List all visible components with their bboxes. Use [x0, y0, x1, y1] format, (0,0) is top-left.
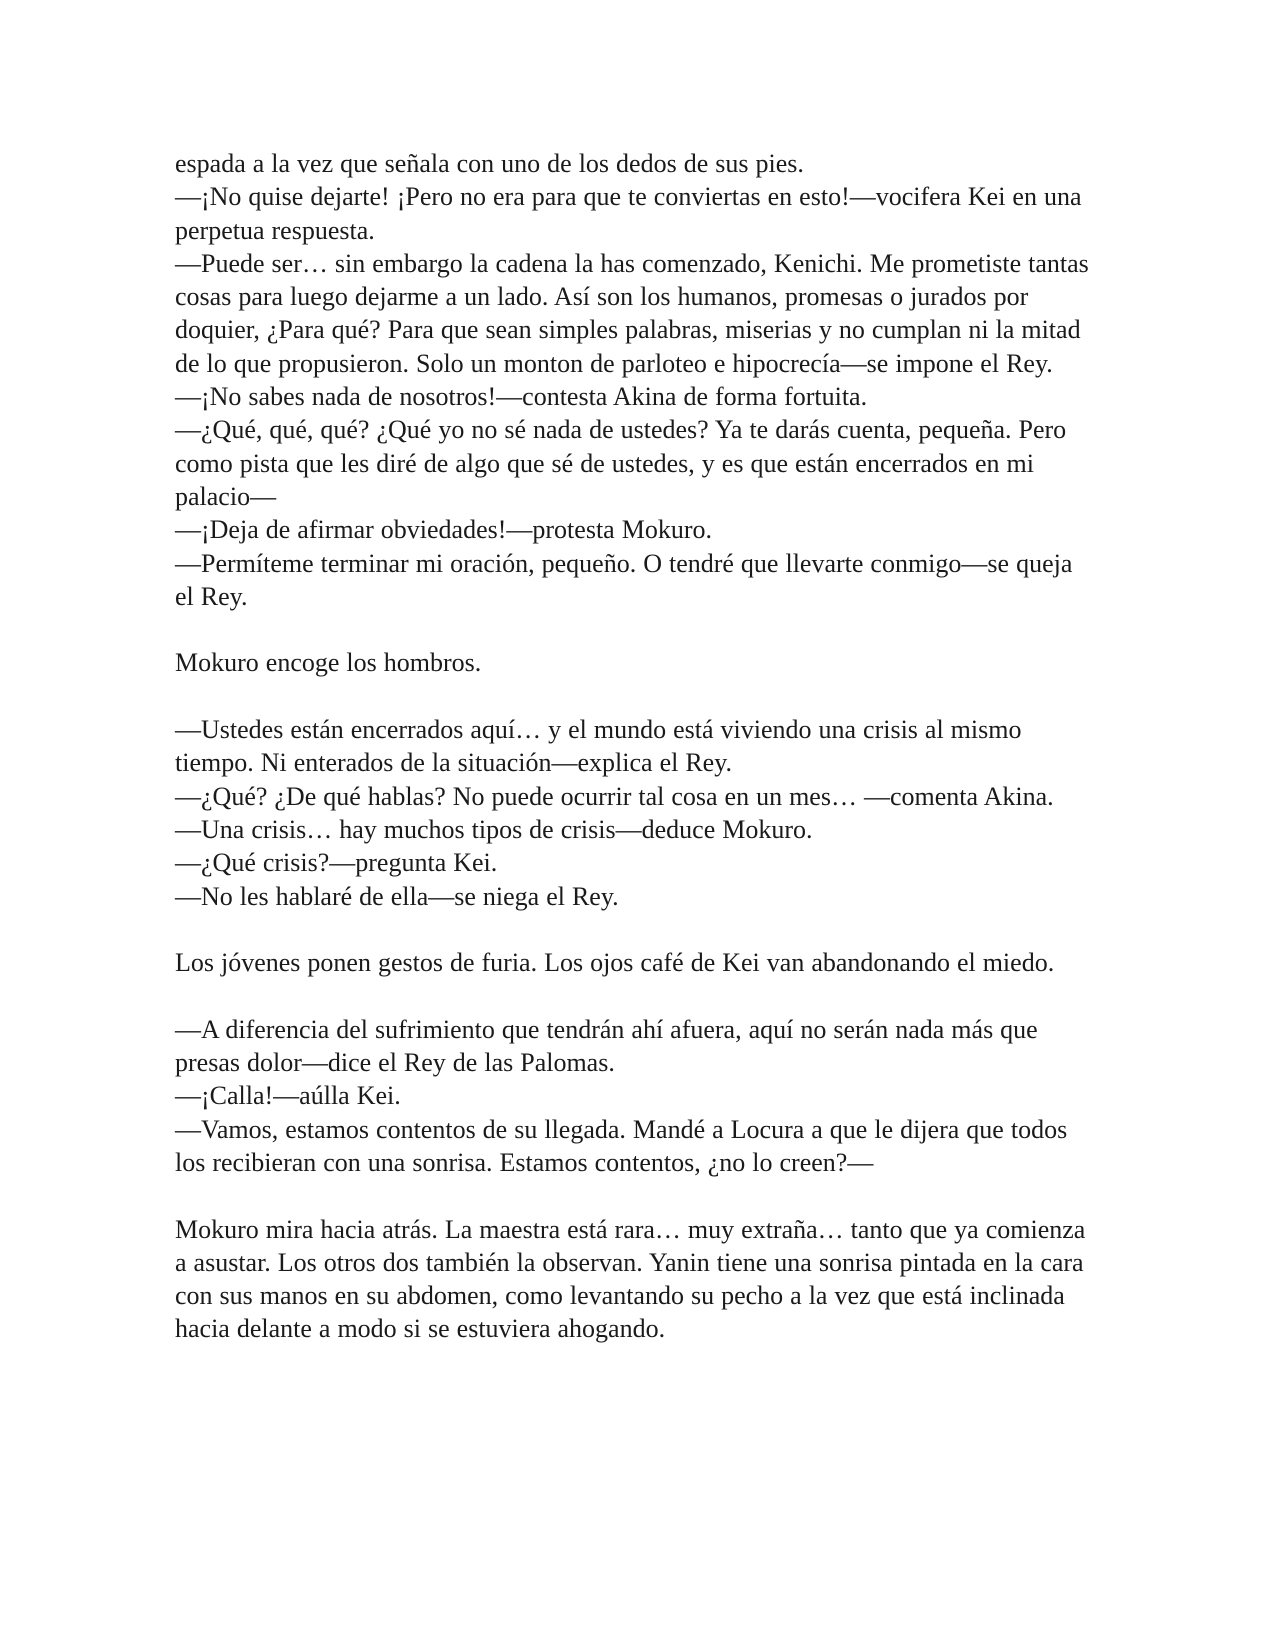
paragraph-10: —¿Qué? ¿De qué hablas? No puede ocurrir tal cosa en un mes… —comenta Akina.	[175, 781, 1054, 811]
paragraph-3: —Puede ser… sin embargo la cadena la has comenzado, Kenichi. Me prometiste tantas cosas para luego dejarme a un lado. Así son los humanos, promesas o jurados por doquier, ¿Para qué? Para que sean simples palabras, miserias y no cumplan ni la mitad de lo que propusieron. Solo un monton de parloteo e hipocrecía—se impone el Rey.	[175, 248, 1089, 378]
paragraph-gap	[175, 979, 1095, 1012]
paragraph-16: —¡Calla!—aúlla Kei.	[175, 1081, 401, 1111]
paragraph-17: —Vamos, estamos contentos de su llegada. Mandé a Locura a que le dijera que todos los recibieran con una sonrisa. Estamos contentos, ¿no lo creen?—	[175, 1114, 1068, 1177]
paragraph-8: Mokuro encoge los hombros.	[175, 648, 482, 678]
document-body	[175, 147, 1095, 1346]
paragraph-12: —¿Qué crisis?—pregunta Kei.	[175, 848, 498, 878]
paragraph-gap	[175, 913, 1095, 946]
paragraph-gap	[175, 613, 1095, 646]
paragraph-11: —Una crisis… hay muchos tipos de crisis—deduce Mokuro.	[175, 814, 813, 844]
paragraph-2: —¡No quise dejarte! ¡Pero no era para que te conviertas en esto!—vocifera Kei en una perpetua respuesta.	[175, 182, 1082, 245]
paragraph-18: Mokuro mira hacia atrás. La maestra está rara… muy extraña… tanto que ya comienza a asustar. Los otros dos también la observan. Yanin tiene una sonrisa pintada en la cara con sus manos en su abdomen, como levantando su pecho a la vez que está inclinada hacia delante a modo si se estuviera ahogando.	[175, 1214, 1086, 1344]
paragraph-5: —¿Qué, qué, qué? ¿Qué yo no sé nada de ustedes? Ya te darás cuenta, pequeña. Pero como pista que les diré de algo que sé de ustedes, y es que están encerrados en mi palacio—	[175, 415, 1067, 511]
paragraph-gap	[175, 1179, 1095, 1212]
paragraph-7: —Permíteme terminar mi oración, pequeño. O tendré que llevarte conmigo—se queja el Rey.	[175, 548, 1073, 611]
paragraph-14: Los jóvenes ponen gestos de furia. Los ojos café de Kei van abandonando el miedo.	[175, 948, 1055, 978]
paragraph-15: —A diferencia del sufrimiento que tendrán ahí afuera, aquí no serán nada más que presas dolor—dice el Rey de las Palomas.	[175, 1014, 1038, 1078]
paragraph-13: —No les hablaré de ella—se niega el Rey.	[175, 881, 619, 911]
paragraph-1: espada a la vez que señala con uno de los dedos de sus pies.	[175, 149, 804, 178]
paragraph-4: —¡No sabes nada de nosotros!—contesta Akina de forma fortuita.	[175, 382, 868, 412]
paragraph-6: —¡Deja de afirmar obviedades!—protesta Mokuro.	[175, 515, 712, 545]
paragraph-9: —Ustedes están encerrados aquí… y el mundo está viviendo una crisis al mismo tiempo. Ni enterados de la situación—explica el Rey.	[175, 715, 1022, 778]
paragraph-gap	[175, 680, 1095, 713]
